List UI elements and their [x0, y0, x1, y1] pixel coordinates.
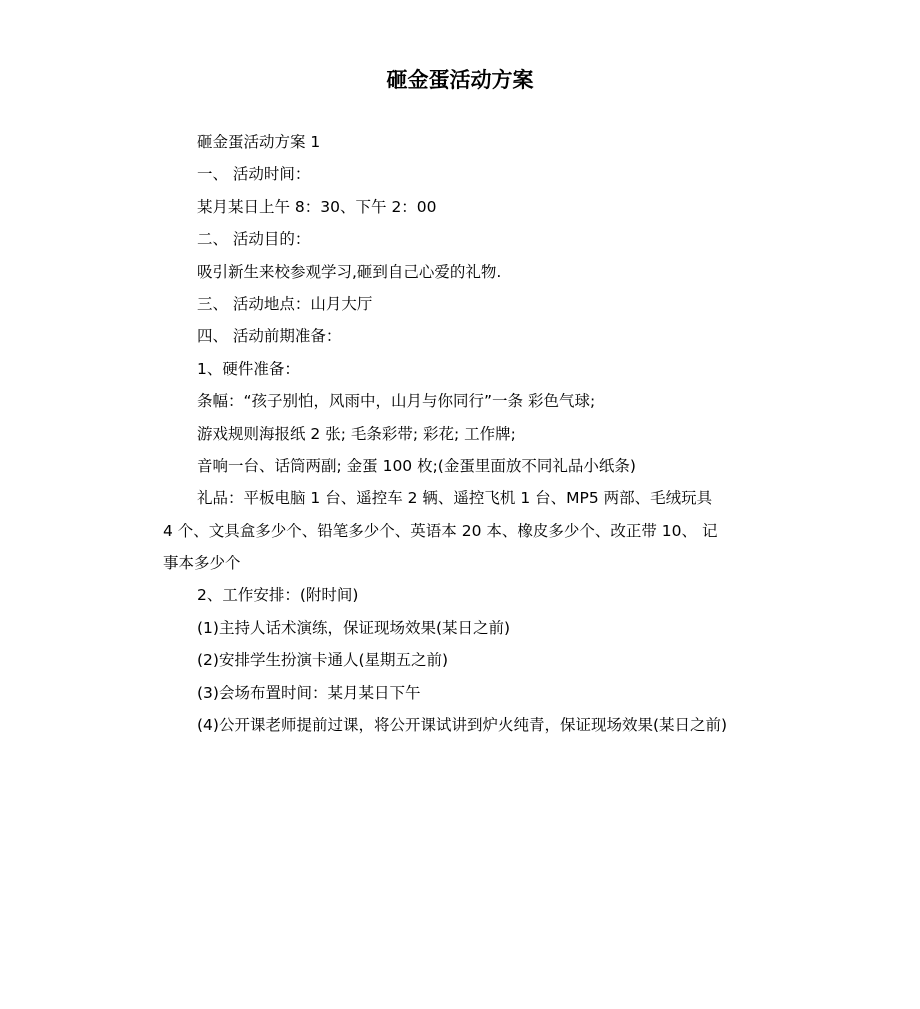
document-title: 砸金蛋活动方案 — [386, 68, 534, 92]
paragraph-line: (3)会场布置时间：某月某日下午 — [197, 683, 421, 702]
paragraph-line: 礼品：平板电脑 1 台、遥控车 2 辆、遥控飞机 1 台、MP5 两部、毛绒玩具 — [197, 489, 713, 508]
paragraph-line: 4 个、文具盒多少个、铅笔多少个、英语本 20 本、橡皮多少个、改正带 10、 记 — [163, 521, 718, 540]
paragraph-line: 吸引新生来校参观学习,砸到自己心爱的礼物. — [197, 262, 502, 281]
paragraph-line: 1、硬件准备： — [197, 359, 300, 378]
paragraph-line: (2)安排学生扮演卡通人(星期五之前) — [197, 651, 449, 670]
document-body — [163, 130, 783, 745]
paragraph-line: (1)主持人话术演练，保证现场效果(某日之前) — [197, 618, 511, 637]
paragraph-line: 一、 活动时间： — [197, 165, 311, 184]
paragraph-line: 三、 活动地点：山月大厅 — [197, 294, 373, 313]
paragraph-line: 2、工作安排：(附时间) — [197, 586, 359, 605]
paragraph-line: 游戏规则海报纸 2 张; 毛条彩带; 彩花; 工作牌; — [197, 424, 516, 443]
paragraph-line: 某月某日上午 8：30、下午 2：00 — [197, 197, 437, 216]
paragraph-line: 条幅：“孩子别怕，风雨中，山月与你同行”一条 彩色气球; — [197, 392, 596, 411]
paragraph-line: 四、 活动前期准备： — [197, 327, 342, 346]
paragraph-line: 砸金蛋活动方案 1 — [197, 133, 321, 151]
paragraph-line: 事本多少个 — [163, 554, 241, 573]
paragraph-line: (4)公开课老师提前过课，将公开课试讲到炉火纯青，保证现场效果(某日之前) — [197, 716, 728, 735]
paragraph-line: 二、 活动目的： — [197, 230, 311, 249]
paragraph-line: 音响一台、话筒两副; 金蛋 100 枚;(金蛋里面放不同礼品小纸条) — [197, 456, 636, 475]
